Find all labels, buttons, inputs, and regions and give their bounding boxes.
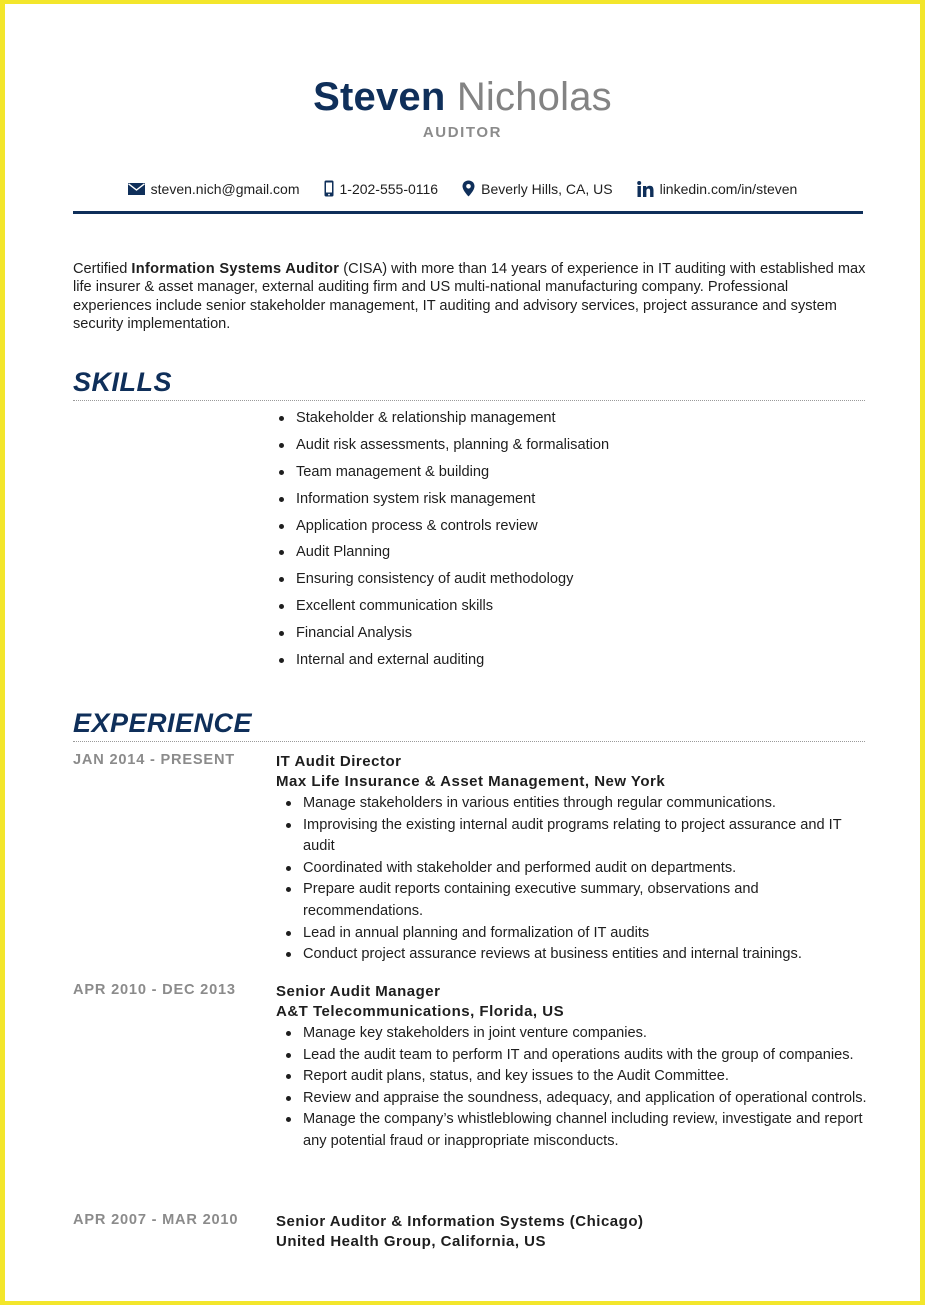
- summary-text: (CISA) with more than 14 years of experience in IT auditing with established max life insurer & asset manager, external auditing firm and US multi-national manufacturing company. Professional experiences include senior stakeholder management, IT auditing and advisory services, project assurance and system security implementation.: [73, 261, 866, 333]
- phone-icon: [324, 180, 334, 197]
- skill-item: Financial Analysis: [277, 625, 609, 652]
- job-bullet: Lead the audit team to perform IT and operations audits with the group of companies.: [284, 1045, 868, 1067]
- contact-phone-text: 1-202-555-0116: [339, 180, 439, 197]
- candidate-name: [5, 74, 920, 120]
- job-bullet: Improvising the existing internal audit programs relating to project assurance and IT audit: [284, 815, 868, 858]
- header-divider: [73, 211, 863, 214]
- skill-item: Excellent communication skills: [277, 598, 609, 625]
- job-details: [276, 1212, 868, 1252]
- resume-page: [5, 4, 920, 1301]
- skill-item: Information system risk management: [277, 491, 609, 518]
- resume-header: [5, 74, 920, 141]
- job-bullet: Prepare audit reports containing executive summary, observations and recommendations.: [284, 879, 868, 922]
- skill-item: Internal and external auditing: [277, 652, 609, 679]
- summary-emphasis: Information Systems Auditor: [131, 261, 340, 277]
- job-title: AUDITOR: [422, 124, 503, 141]
- job-dates: APR 2010 - DEC 2013: [73, 982, 236, 998]
- contact-location: [462, 180, 612, 197]
- job-bullet: Coordinated with stakeholder and performed audit on departments.: [284, 858, 868, 880]
- contact-location-text: Beverly Hills, CA, US: [481, 180, 613, 197]
- last-name: Nicholas: [456, 75, 612, 119]
- job-role: Senior Auditor & Information Systems (Chicago): [276, 1213, 644, 1230]
- job-dates: APR 2007 - MAR 2010: [73, 1212, 239, 1228]
- first-name: Steven: [313, 75, 446, 119]
- profile-summary: [73, 260, 868, 334]
- linkedin-icon: [637, 181, 654, 197]
- skill-item: Audit Planning: [277, 544, 609, 571]
- job-details: [276, 752, 868, 966]
- skill-item: Stakeholder & relationship management: [277, 410, 609, 437]
- job-bullet: Conduct project assurance reviews at business entities and internal trainings.: [284, 944, 868, 966]
- job-bullet: Manage stakeholders in various entities through regular communications.: [284, 793, 868, 815]
- job-role: Senior Audit Manager: [276, 983, 441, 1000]
- job-details: [276, 982, 868, 1153]
- job-role: IT Audit Director: [276, 753, 402, 770]
- job-company: A&T Telecommunications, Florida, US: [276, 1003, 565, 1020]
- job-bullets: [276, 793, 868, 966]
- job-bullet: Lead in annual planning and formalization of IT audits: [284, 923, 868, 945]
- job-bullet: Review and appraise the soundness, adequacy, and application of operational controls.: [284, 1088, 868, 1110]
- skill-item: Application process & controls review: [277, 518, 609, 545]
- job-bullet: Manage key stakeholders in joint venture companies.: [284, 1023, 868, 1045]
- job-bullet: Manage the company’s whistleblowing channel including review, investigate and report any potential fraud or inappropriate misconducts.: [284, 1109, 868, 1152]
- skill-item: Audit risk assessments, planning & formalisation: [277, 437, 609, 464]
- summary-prefix: Certified: [73, 261, 132, 277]
- skill-item: Ensuring consistency of audit methodology: [277, 571, 609, 598]
- job-company: United Health Group, California, US: [276, 1233, 547, 1250]
- skill-item: Team management & building: [277, 464, 609, 491]
- job-dates: JAN 2014 - PRESENT: [73, 752, 236, 768]
- contact-linkedin[interactable]: [637, 180, 798, 197]
- job-bullet: Report audit plans, status, and key issues to the Audit Committee.: [284, 1066, 868, 1088]
- skills-heading: SKILLS: [73, 367, 865, 401]
- skills-list: [277, 410, 609, 679]
- contact-email-text: steven.nich@gmail.com: [150, 180, 300, 197]
- experience-heading: EXPERIENCE: [73, 708, 865, 742]
- job-company: Max Life Insurance & Asset Management, New York: [276, 773, 666, 790]
- contact-email[interactable]: [128, 180, 300, 197]
- job-bullets: [276, 1023, 868, 1153]
- envelope-icon: [128, 183, 145, 195]
- contact-bar: [5, 180, 920, 197]
- contact-phone[interactable]: [324, 180, 439, 197]
- contact-linkedin-text: linkedin.com/in/steven: [659, 180, 798, 197]
- location-pin-icon: [462, 180, 475, 197]
